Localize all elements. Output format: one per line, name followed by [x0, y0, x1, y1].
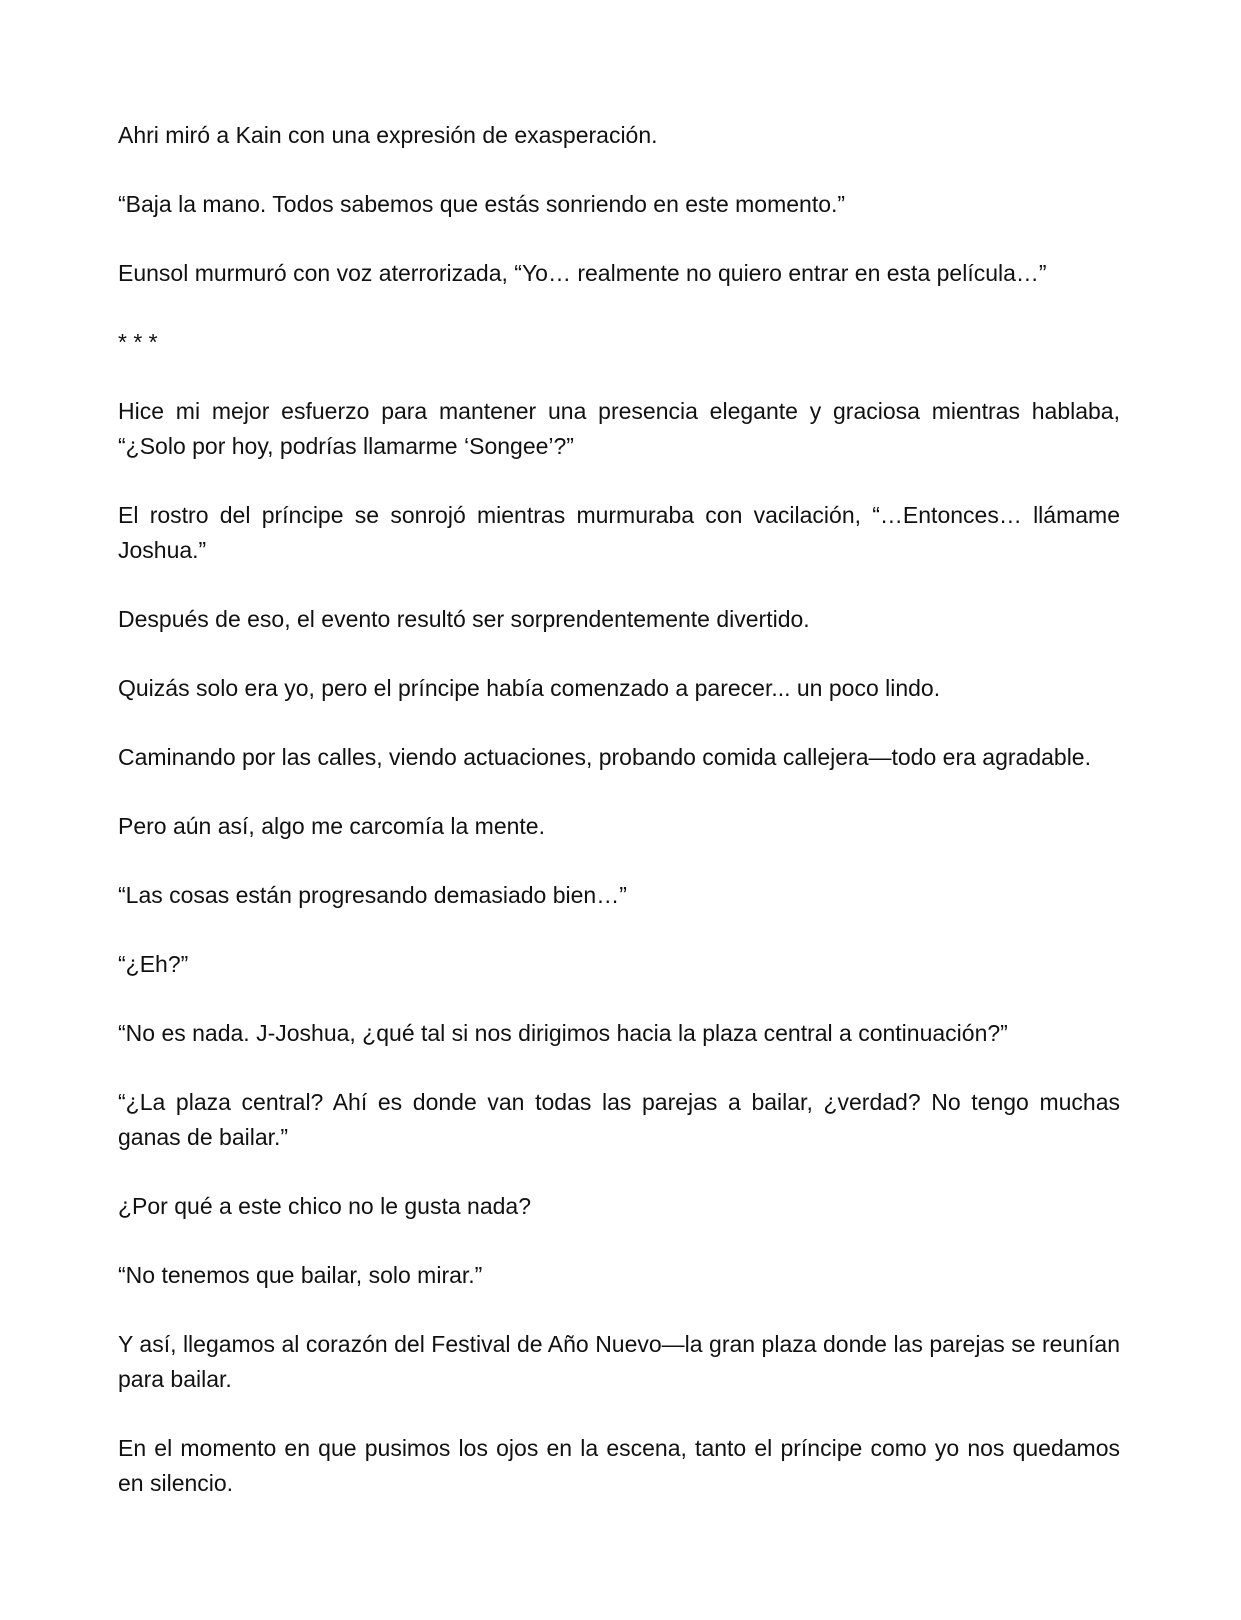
paragraph: En el momento en que pusimos los ojos en la escena, tanto el príncipe como yo nos quedamos en silencio.	[118, 1435, 1120, 1496]
paragraph: Ahri miró a Kain con una expresión de exasperación.	[118, 122, 658, 148]
paragraph: “No tenemos que bailar, solo mirar.”	[118, 1262, 483, 1288]
scene-break: * * *	[118, 329, 158, 355]
paragraph: “No es nada. J-Joshua, ¿qué tal si nos dirigimos hacia la plaza central a continuación?”	[118, 1020, 1008, 1046]
document-body	[118, 118, 1120, 1535]
paragraph: ¿Por qué a este chico no le gusta nada?	[118, 1193, 532, 1219]
paragraph: Quizás solo era yo, pero el príncipe había comenzado a parecer... un poco lindo.	[118, 675, 941, 701]
paragraph: Pero aún así, algo me carcomía la mente.	[118, 813, 545, 839]
paragraph: Y así, llegamos al corazón del Festival de Año Nuevo—la gran plaza donde las parejas se reunían para bailar.	[118, 1331, 1120, 1392]
paragraph: Caminando por las calles, viendo actuaciones, probando comida callejera—todo era agradable.	[118, 744, 1091, 770]
paragraph: “Baja la mano. Todos sabemos que estás sonriendo en este momento.”	[118, 191, 846, 217]
paragraph: El rostro del príncipe se sonrojó mientras murmuraba con vacilación, “…Entonces… llámame Joshua.”	[118, 502, 1120, 563]
paragraph: Eunsol murmuró con voz aterrorizada, “Yo… realmente no quiero entrar en esta película…”	[118, 260, 1047, 286]
paragraph: “¿Eh?”	[118, 951, 189, 977]
paragraph: Después de eso, el evento resultó ser sorprendentemente divertido.	[118, 606, 810, 632]
paragraph: “Las cosas están progresando demasiado bien…”	[118, 882, 627, 908]
paragraph: “¿La plaza central? Ahí es donde van todas las parejas a bailar, ¿verdad? No tengo muchas ganas de bailar.”	[118, 1089, 1120, 1150]
paragraph: Hice mi mejor esfuerzo para mantener una presencia elegante y graciosa mientras hablaba, “¿Solo por hoy, podrías llamarme ‘Songee’?”	[118, 398, 1120, 459]
